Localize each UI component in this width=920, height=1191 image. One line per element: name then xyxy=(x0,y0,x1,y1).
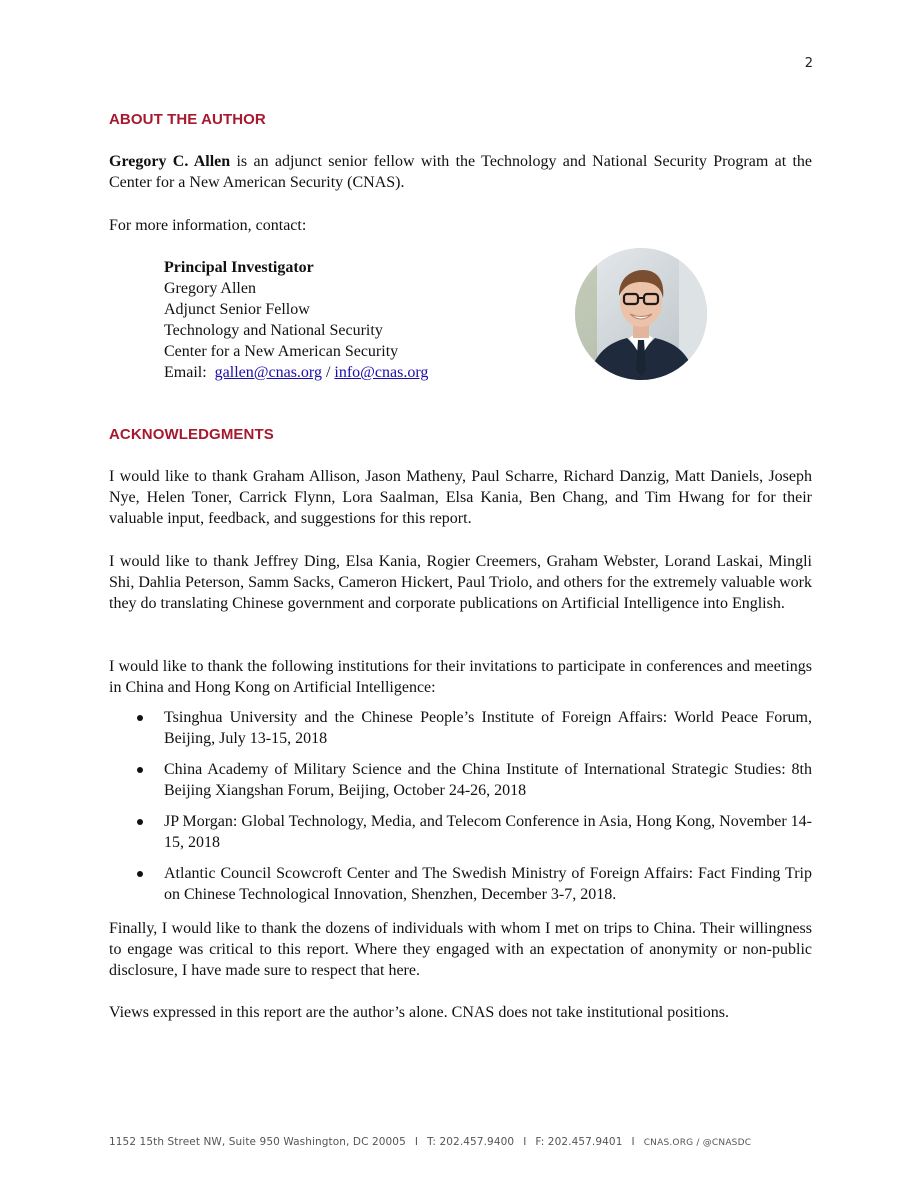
author-portrait-illustration xyxy=(575,248,707,380)
contact-org: Center for a New American Security xyxy=(164,343,399,360)
footer-phone: T: 202.457.9400 xyxy=(427,1136,515,1148)
footer-separator: I xyxy=(523,1136,527,1148)
list-item: China Academy of Military Science and the China Institute of International Strategic Studies: 8th Beijing Xiangshan Forum, Beijing, October 24-26, 2018 xyxy=(109,759,812,801)
list-item: Atlantic Council Scowcroft Center and The Swedish Ministry of Foreign Affairs: Fact Finding Trip on Chinese Technological Innovation, Shenzhen, December 3-7, 2018. xyxy=(109,863,812,905)
contact-name: Gregory Allen xyxy=(164,280,256,297)
bullet-icon xyxy=(137,871,143,877)
email-link-info[interactable]: info@cnas.org xyxy=(334,364,429,381)
about-heading: ABOUT THE AUTHOR xyxy=(109,111,266,128)
page-footer xyxy=(109,1136,812,1148)
contact-role: Principal Investigator xyxy=(164,259,314,276)
contact-intro: For more information, contact: xyxy=(109,217,307,234)
institution-list xyxy=(109,707,812,915)
bullet-icon xyxy=(137,767,143,773)
author-name: Gregory C. Allen xyxy=(109,153,231,170)
footer-separator: I xyxy=(414,1136,419,1148)
footer-separator: I xyxy=(631,1136,635,1148)
footer-fax: F: 202.457.9401 xyxy=(535,1136,623,1148)
ack-paragraph-5: Views expressed in this report are the author’s alone. CNAS does not take institutional positions. xyxy=(109,1004,729,1021)
ack-paragraph-3: I would like to thank the following institutions for their invitations to participate in conferences and meetings in China and Hong Kong on Artificial Intelligence: xyxy=(109,658,812,696)
ack-paragraph-1: I would like to thank Graham Allison, Jason Matheny, Paul Scharre, Richard Danzig, Matt Daniels, Joseph Nye, Helen Toner, Carrick Flynn, Lora Saalman, Elsa Kania, Ben Chang, and Tim Hwang for for their valuable input, feedback, and suggestions for this report. xyxy=(109,468,812,527)
contact-title: Adjunct Senior Fellow xyxy=(164,301,310,318)
ack-paragraph-4: Finally, I would like to thank the dozens of individuals with whom I met on trips to China. Their willingness to engage was critical to this report. Where they engaged with an expectation of anonymity or non-public disclosure, I have made sure to respect that here. xyxy=(109,920,812,979)
author-bio-text: is an adjunct senior fellow with the Technology and National Security Program at the Center for a New American Security (CNAS). xyxy=(109,153,813,191)
footer-website[interactable]: CNAS.ORG / @CNASDC xyxy=(643,1138,752,1148)
bullet-icon xyxy=(137,819,143,825)
email-separator: / xyxy=(325,364,331,381)
list-item: Tsinghua University and the Chinese People’s Institute of Foreign Affairs: World Peace Forum, Beijing, July 13-15, 2018 xyxy=(109,707,812,749)
author-bio xyxy=(109,151,812,193)
ack-paragraph-2: I would like to thank Jeffrey Ding, Elsa Kania, Rogier Creemers, Graham Webster, Lorand Laskai, Mingli Shi, Dahlia Peterson, Samm Sacks, Cameron Hickert, Paul Triolo, and others for the extremely valuable work they do translating Chinese government and corporate publications on Artificial Intelligence into English. xyxy=(109,553,812,612)
author-photo xyxy=(575,248,707,380)
list-item: JP Morgan: Global Technology, Media, and Telecom Conference in Asia, Hong Kong, November 14-15, 2018 xyxy=(109,811,812,853)
contact-email-line xyxy=(164,362,428,383)
page-number: 2 xyxy=(804,56,813,71)
email-link-gallen[interactable]: gallen@cnas.org xyxy=(214,364,322,381)
email-label: Email: xyxy=(164,364,207,381)
contact-block xyxy=(164,257,428,383)
bullet-icon xyxy=(137,715,143,721)
footer-address: 1152 15th Street NW, Suite 950 Washington, DC 20005 xyxy=(109,1136,406,1148)
contact-program: Technology and National Security xyxy=(164,322,383,339)
acknowledgments-heading: ACKNOWLEDGMENTS xyxy=(109,426,274,443)
